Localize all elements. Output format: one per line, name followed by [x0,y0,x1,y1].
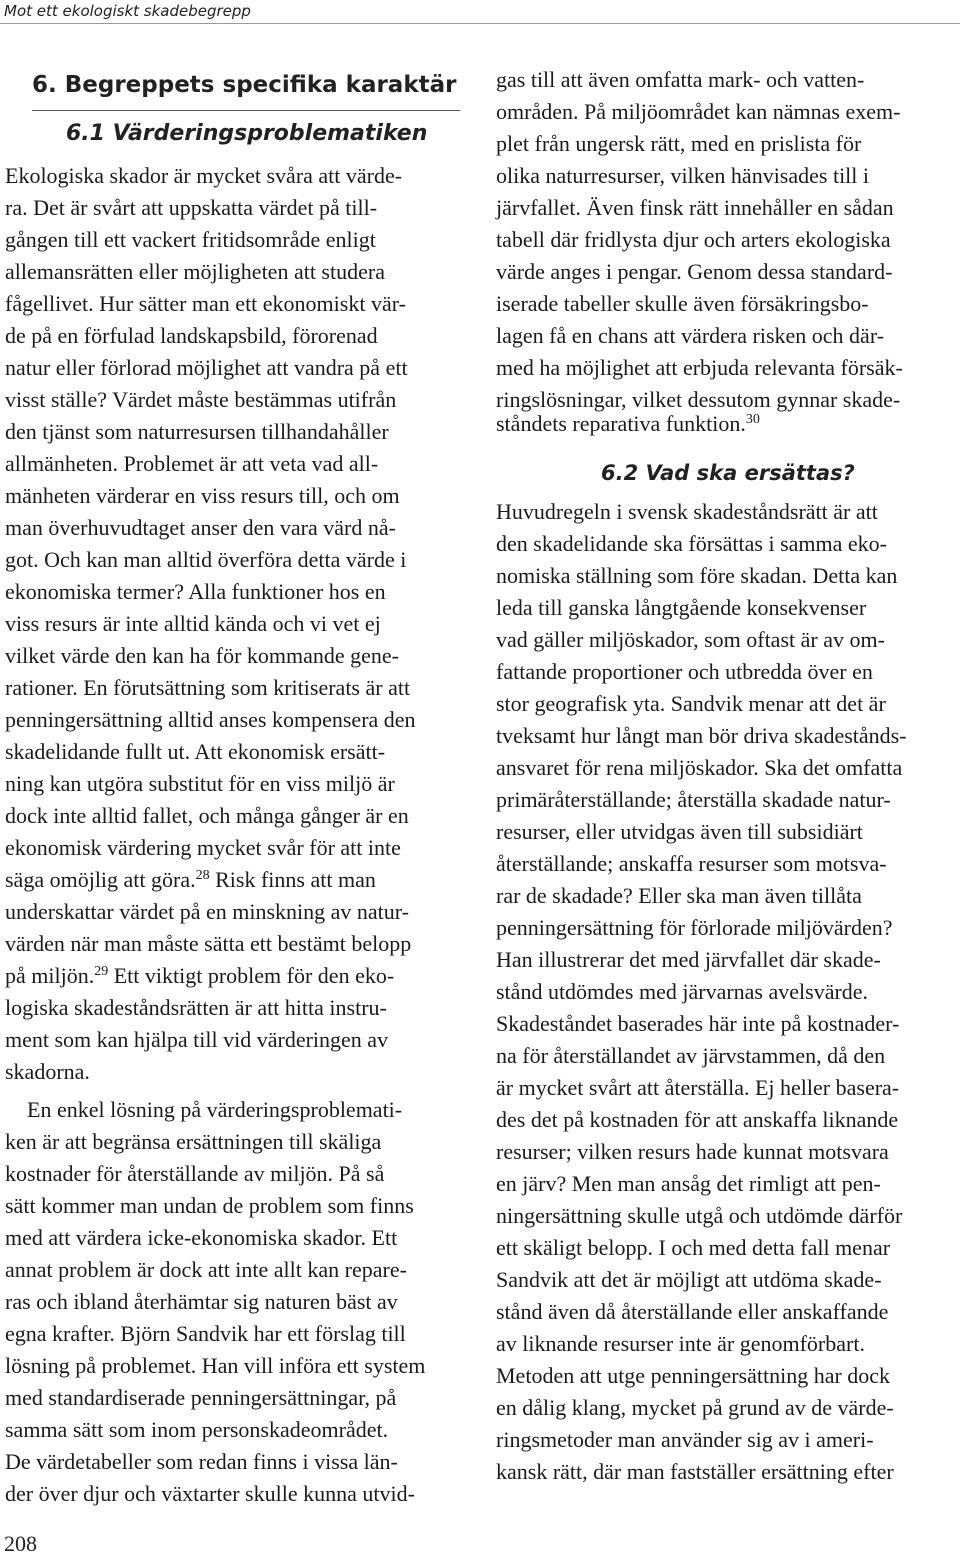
text-line: tveksamt hur långt man bör driva skadestånds- [496,723,907,748]
text-line: logiska skadeståndsrätten är att hitta instru- [5,995,387,1020]
text-line: penningersättning alltid anses kompensera den [5,707,416,732]
text-line: vad gäller miljöskador, som oftast är av om- [496,627,885,652]
text-line: leda till ganska långtgående konsekvenser [496,595,867,620]
text-line: iserade tabeller skulle även försäkringsbo- [496,291,869,316]
text-run: Risk finns att man [215,867,376,892]
text-line: ansvaret för rena miljöskador. Ska det omfatta [496,755,903,780]
text-line: ekonomiska termer? Alla funktioner hos en [5,579,386,604]
text-line: ett skäligt belopp. I och med detta fall menar [496,1235,891,1260]
text-line: resurser; vilken resurs hade kunnat motsvara [496,1139,889,1164]
text-line: En enkel lösning på värderingsproblemati- [27,1097,403,1122]
subsection-title: 6.1 Värderingsproblematiken [66,121,428,146]
text-line: vilket värde den kan ha för kommande gene- [5,643,400,668]
text-line: ningersättning skulle utgå och utdömde därför [496,1203,903,1228]
text-line: ment som kan hjälpa till vid värderingen av [5,1027,389,1052]
header-rule [0,23,960,24]
text-line: kansk rätt, där man fastställer ersättning efter [496,1459,894,1484]
text-line: av liknande resurser inte är genomförbart. [496,1331,865,1356]
text-line: värden när man måste sätta ett bestämt belopp [5,931,412,956]
text-line: got. Och kan man alltid överföra detta värde i [5,547,407,572]
text-line: fågellivet. Hur sätter man ett ekonomiskt vär- [5,291,406,316]
text-line: man överhuvudtaget anser den vara värd nå- [5,515,396,540]
text-line: Sandvik att det är möjligt att utdöma skade- [496,1267,882,1292]
text-line: visst ställe? Värdet måste bestämmas utifrån [5,387,397,412]
text-line: ringslösningar, vilket dessutom gynnar skade- [496,387,901,412]
text-line: gas till att även omfatta mark- och vatten- [496,67,865,92]
text-line: rationer. En förutsättning som kritiserats är att [5,675,411,700]
section-rule [32,110,460,111]
text-line: resurser, eller utvidgas även till subsidiärt [496,819,863,844]
text-line: Huvudregeln i svensk skadeståndsrätt är att [496,499,878,524]
footnote-ref-29[interactable]: 29 [94,964,109,979]
text-line: gången till ett vackert fritidsområde enligt [5,227,376,252]
text-line: värde anges i pengar. Genom dessa standard- [496,259,893,284]
text-line: primäråterställande; återställa skadade natur- [496,787,891,812]
text-line: en dålig klang, mycket på grund av de värde- [496,1395,894,1420]
footnote-ref-28[interactable]: 28 [195,868,210,883]
text-line: Ekologiska skador är mycket svåra att värde- [5,163,403,188]
text-line [5,960,463,991]
text-run: ståndets reparativa funktion. [496,411,746,436]
text-line: annat problem är dock att inte allt kan repare- [5,1257,407,1282]
text-line: skadorna. [5,1059,90,1084]
section-title: 6. Begreppets specifika karaktär [32,72,457,98]
text-line: penningersättning för förlorade miljövärden? [496,915,893,940]
text-line: tabell där fridlysta djur och arters ekologiska [496,227,891,252]
text-line: des det på kostnaden för att anskaffa liknande [496,1107,899,1132]
text-line: en järv? Men man ansåg det rimligt att pen- [496,1171,881,1196]
text-line: egna krafter. Björn Sandvik har ett förslag till [5,1321,406,1346]
text-line: der över djur och växtarter skulle kunna utvid- [5,1481,415,1506]
running-head: Mot ett ekologiskt skadebegrepp [4,2,251,20]
text-line: är mycket svårt att återställa. Ej heller basera- [496,1075,900,1100]
text-line: Metoden att utge penningersättning har dock [496,1363,891,1388]
text-line: plet från ungersk rätt, med en prislista för [496,131,862,156]
text-line: allemansrätten eller möjligheten att studera [5,259,385,284]
text-line: ning kan utgöra substitut för en viss miljö är [5,771,395,796]
text-line: nomiska ställning som före skadan. Detta kan [496,563,898,588]
text-line: den tjänst som naturresursen tillhandahåller [5,419,389,444]
text-line: lagen få en chans att värdera risken och där- [496,323,885,348]
text-line: kostnader för återställande av miljön. På så [5,1161,385,1186]
text-line: stånd även då återställande eller anskaffande [496,1299,889,1324]
text-line: stor geografisk yta. Sandvik menar att det är [496,691,886,716]
text-line: Skadeståndet baserades här inte på kostnader- [496,1011,900,1036]
text-run: Ett viktigt problem för den eko- [113,963,395,988]
text-line: de på en förfulad landskapsbild, förorenad [5,323,378,348]
text-line: Han illustrerar det med järvfallet där skade- [496,947,881,972]
text-line [496,408,958,439]
text-line: viss resurs är inte alltid kända och vi vet ej [5,611,381,636]
text-line: ekonomisk värdering mycket svår för att inte [5,835,401,860]
text-line: mänheten värderar en viss resurs till, och om [5,483,400,508]
text-line: rar de skadade? Eller ska man även tillåta [496,883,862,908]
text-line [5,864,463,895]
text-line: skadelidande fullt ut. Att ekonomisk ersätt- [5,739,386,764]
text-line: natur eller förlorad möjlighet att vandra på ett [5,355,408,380]
text-line: samma sätt som inom personskadeområdet. [5,1417,389,1442]
text-line: De värdetabeller som redan finns i vissa län- [5,1449,398,1474]
text-line: na för återställandet av järvstammen, då den [496,1043,886,1068]
text-line: ken är att begränsa ersättningen till skäliga [5,1129,382,1154]
text-run: på miljön. [5,963,95,988]
text-line: ra. Det är svårt att uppskatta värdet på till- [5,195,378,220]
text-line: ras och ibland återhämtar sig naturen bäst av [5,1289,398,1314]
text-line: fattande proportioner och utbredda över en [496,659,873,684]
text-line: med ha möjlighet att erbjuda relevanta försäk- [496,355,903,380]
text-line: sätt kommer man undan de problem som finns [5,1193,414,1218]
text-line: allmänheten. Problemet är att veta vad all- [5,451,379,476]
text-line: underskattar värdet på en minskning av natur- [5,899,409,924]
text-line: den skadelidande ska försättas i samma eko- [496,531,887,556]
text-line: dock inte alltid fallet, och många gånger är en [5,803,409,828]
text-line: lösning på problemet. Han vill införa ett system [5,1353,426,1378]
footnote-ref-30[interactable]: 30 [745,412,760,427]
text-line: järvfallet. Även finsk rätt innehåller en sådan [496,195,894,220]
page-number: 208 [4,1531,37,1556]
text-line: områden. På miljöområdet kan nämnas exem- [496,99,901,124]
text-line: återställande; anskaffa resurser som motsva- [496,851,887,876]
text-line: ringsmetoder man använder sig av i ameri- [496,1427,874,1452]
text-run: säga omöjlig att göra. [5,867,196,892]
subsection-title-2: 6.2 Vad ska ersättas? [601,461,855,485]
text-line: med att värdera icke-ekonomiska skador. Ett [5,1225,398,1250]
text-line: stånd utdömdes med järvarnas avelsvärde. [496,979,869,1004]
text-line: olika naturresurser, vilken hänvisades till i [496,163,870,188]
text-line: med standardiserade penningersättningar, på [5,1385,397,1410]
